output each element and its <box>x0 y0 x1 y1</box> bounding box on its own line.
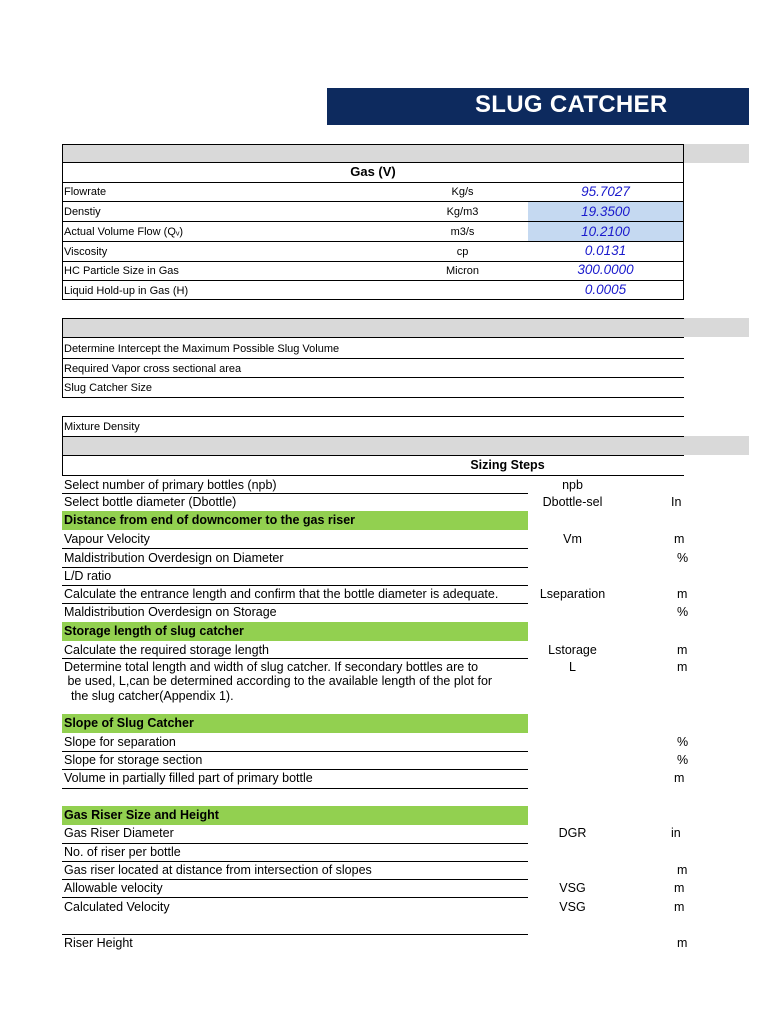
sizing-row-label: Calculate the required storage length <box>64 643 269 657</box>
sizing-header: Sizing Steps <box>470 458 545 472</box>
sizing-row-symbol: DGR <box>558 826 587 840</box>
row-label: Actual Volume Flow (Qᵥ) <box>64 226 184 238</box>
sizing-row-label: Maldistribution Overdesign on Diameter <box>64 551 284 565</box>
row-label: Denstiy <box>64 206 101 218</box>
sizing-row-label: Select bottle diameter (Dbottle) <box>64 495 237 509</box>
sizing-row-label: Slope for storage section <box>64 753 203 767</box>
divider <box>62 201 684 202</box>
divider <box>62 493 528 494</box>
divider <box>62 879 528 880</box>
row-unit: Kg/m3 <box>446 206 479 218</box>
divider <box>62 658 528 659</box>
sizing-row-label: Slope for separation <box>64 735 176 749</box>
row-value[interactable]: 300.0000 <box>577 262 634 277</box>
determine-row: Determine Intercept the Maximum Possible Slug Volume <box>64 343 340 355</box>
title-bar <box>327 88 749 125</box>
section-header: Gas Riser Size and Height <box>62 806 528 825</box>
sizing-row-unit: m <box>677 936 688 950</box>
mixture-density-label: Mixture Density <box>64 421 140 433</box>
sizing-row-unit: In <box>671 495 682 509</box>
page-title: SLUG CATCHER <box>475 91 668 118</box>
sizing-row-label: Calculated Velocity <box>64 900 170 914</box>
mixture-section <box>62 416 684 436</box>
sizing-row-unit: m <box>674 900 685 914</box>
sizing-row-symbol: Lseparation <box>539 587 606 601</box>
divider <box>62 934 528 935</box>
sizing-row-unit: m <box>674 771 685 785</box>
row-unit: cp <box>456 246 469 258</box>
sizing-row-label: Allowable velocity <box>64 881 163 895</box>
divider <box>62 358 684 359</box>
sizing-row-symbol: L <box>569 660 576 674</box>
sizing-row-symbol: npb <box>562 478 583 492</box>
sizing-row-symbol: Dbottle-sel <box>542 495 603 509</box>
sizing-row-unit: % <box>677 753 689 767</box>
divider <box>62 769 528 770</box>
sizing-row-label: Determine total length and width of slug catcher. If secondary bottles are to <box>64 660 479 674</box>
sizing-row-label: Gas riser located at distance from intersection of slopes <box>64 863 372 877</box>
divider <box>62 751 528 752</box>
divider <box>62 861 528 862</box>
divider <box>62 241 684 242</box>
sizing-row-unit: m <box>677 643 688 657</box>
row-value[interactable]: 95.7027 <box>581 184 630 199</box>
row-label: Viscosity <box>64 246 108 258</box>
sizing-row-label: Select number of primary bottles (npb) <box>64 478 277 492</box>
sizing-row-label: Calculate the entrance length and confirm that the bottle diameter is adequate. <box>64 587 499 601</box>
sizing-row-unit: m <box>677 660 688 674</box>
sizing-row-label: L/D ratio <box>64 569 112 583</box>
row-value[interactable]: 19.3500 <box>581 204 630 219</box>
divider <box>62 567 528 568</box>
determine-row: Slug Catcher Size <box>64 382 153 394</box>
row-value[interactable]: 10.2100 <box>581 224 630 239</box>
sizing-row-label: be used, L,can be determined according to the available length of the plot for <box>64 674 493 688</box>
divider <box>62 182 684 183</box>
row-value[interactable]: 0.0005 <box>584 282 627 297</box>
sizing-row-symbol: VSG <box>559 881 586 895</box>
sizing-row-unit: % <box>677 735 689 749</box>
sizing-row-label: Vapour Velocity <box>64 532 150 546</box>
sizing-row-label: the slug catcher(Appendix 1). <box>64 689 234 703</box>
gas-table-header: Gas (V) <box>350 164 396 179</box>
determine-row: Required Vapor cross sectional area <box>64 363 242 375</box>
row-label: Flowrate <box>64 186 107 198</box>
sizing-row-unit: % <box>677 551 689 565</box>
sizing-row-label: Riser Height <box>64 936 133 950</box>
divider <box>62 585 528 586</box>
row-value[interactable]: 0.0131 <box>584 243 627 258</box>
section-header: Storage length of slug catcher <box>62 622 528 641</box>
divider <box>62 475 684 476</box>
row-unit: Micron <box>445 265 479 277</box>
sizing-row-unit: in <box>671 826 681 840</box>
sizing-row-unit: m <box>677 587 688 601</box>
sizing-row-unit: m <box>677 863 688 877</box>
sizing-row-symbol: Vm <box>563 532 582 546</box>
divider <box>62 221 684 222</box>
sizing-row-unit: m <box>674 532 685 546</box>
divider <box>62 603 528 604</box>
sizing-row-unit: m <box>674 881 685 895</box>
sizing-row-label: Gas Riser Diameter <box>64 826 174 840</box>
divider <box>62 897 528 898</box>
divider <box>62 397 684 398</box>
divider <box>62 548 528 549</box>
row-label: HC Particle Size in Gas <box>64 265 179 277</box>
row-label: Liquid Hold-up in Gas (H) <box>64 285 189 297</box>
sizing-row-symbol: Lstorage <box>548 643 597 657</box>
divider <box>62 280 684 281</box>
section-header: Distance from end of downcomer to the gas riser <box>62 511 528 530</box>
sizing-row-label: Maldistribution Overdesign on Storage <box>64 605 277 619</box>
sizing-row-label: Volume in partially filled part of primary bottle <box>64 771 313 785</box>
divider <box>62 788 528 789</box>
divider <box>62 455 684 456</box>
sizing-row-label: No. of riser per bottle <box>64 845 181 859</box>
divider <box>62 843 528 844</box>
sizing-row-unit: % <box>677 605 689 619</box>
row-unit: m3/s <box>450 226 475 238</box>
sizing-row-symbol: VSG <box>559 900 586 914</box>
section-header: Slope of Slug Catcher <box>62 714 528 733</box>
divider <box>62 162 684 163</box>
divider <box>62 337 684 338</box>
row-unit: Kg/s <box>451 186 474 198</box>
divider <box>62 377 684 378</box>
